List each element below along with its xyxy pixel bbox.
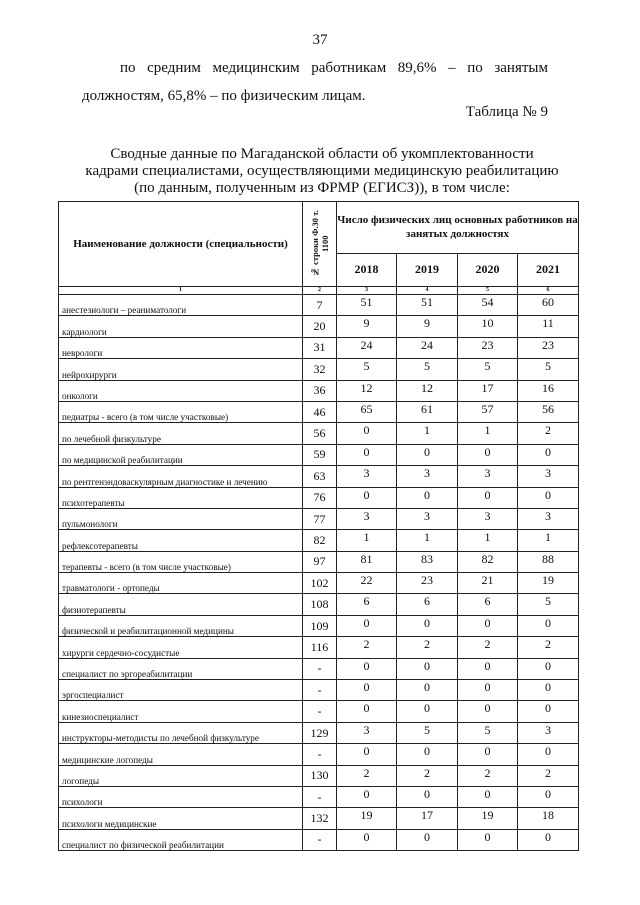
- table-row: [59, 680, 579, 701]
- line-number-cell: 59: [303, 444, 337, 465]
- value-cell-2020: 3: [458, 466, 518, 487]
- staffing-table: [58, 201, 579, 851]
- value-cell-2021: 3: [518, 508, 579, 529]
- column-index-cell: 3: [337, 287, 397, 295]
- value-cell-2019: 2: [397, 637, 458, 658]
- line-number-cell: -: [303, 744, 337, 765]
- position-name-cell: хирурги сердечно-сосудистые: [59, 637, 303, 658]
- value-cell-2020: 1: [458, 530, 518, 551]
- header-year-2021: 2021: [518, 253, 579, 286]
- position-name-cell: терапевты - всего (в том числе участковые): [59, 551, 303, 572]
- line-number-cell: 102: [303, 573, 337, 594]
- value-cell-2019: 9: [397, 316, 458, 337]
- line-number-cell: 108: [303, 594, 337, 615]
- position-name-cell: онкологи: [59, 380, 303, 401]
- header-position-name: Наименование должности (специальности): [59, 202, 303, 287]
- line-number-cell: 97: [303, 551, 337, 572]
- value-cell-2019: 83: [397, 551, 458, 572]
- line-number-cell: 7: [303, 295, 337, 316]
- table-row: [59, 295, 579, 316]
- caption-line: Сводные данные по Магаданской области об укомплектованности: [110, 146, 534, 162]
- value-cell-2021: 23: [518, 337, 579, 358]
- line-number-cell: 31: [303, 337, 337, 358]
- value-cell-2019: 3: [397, 508, 458, 529]
- column-index-cell: 1: [59, 287, 303, 295]
- header-year-2020: 2020: [458, 253, 518, 286]
- value-cell-2021: 3: [518, 466, 579, 487]
- table-row: [59, 658, 579, 679]
- value-cell-2021: 2: [518, 423, 579, 444]
- line-number-cell: 77: [303, 508, 337, 529]
- page-number: 37: [312, 32, 328, 48]
- value-cell-2020: 2: [458, 765, 518, 786]
- position-name-cell: специалист по физической реабилитации: [59, 829, 303, 850]
- value-cell-2018: 5: [337, 359, 397, 380]
- column-index-cell: 6: [518, 287, 579, 295]
- column-index-row: [59, 287, 579, 295]
- value-cell-2021: 2: [518, 637, 579, 658]
- value-cell-2019: 5: [397, 722, 458, 743]
- position-name-cell: логопеды: [59, 765, 303, 786]
- value-cell-2018: 0: [337, 444, 397, 465]
- header-year-2019: 2019: [397, 253, 458, 286]
- value-cell-2019: 0: [397, 615, 458, 636]
- line-number-cell: 129: [303, 722, 337, 743]
- value-cell-2020: 0: [458, 744, 518, 765]
- position-name-cell: специалист по эргореабилитации: [59, 658, 303, 679]
- value-cell-2021: 5: [518, 359, 579, 380]
- value-cell-2020: 0: [458, 701, 518, 722]
- table-row: [59, 744, 579, 765]
- table-row: [59, 637, 579, 658]
- line-number-cell: 132: [303, 808, 337, 829]
- value-cell-2019: 23: [397, 573, 458, 594]
- value-cell-2018: 19: [337, 808, 397, 829]
- value-cell-2018: 0: [337, 744, 397, 765]
- value-cell-2018: 12: [337, 380, 397, 401]
- value-cell-2019: 2: [397, 765, 458, 786]
- caption-line: кадрами специалистами, осуществляющими медицинскую реабилитацию: [85, 163, 559, 179]
- value-cell-2019: 0: [397, 786, 458, 807]
- caption-line: (по данным, полученным из ФРМР (ЕГИСЗ)), в том числе:: [134, 180, 510, 196]
- position-name-cell: психологи: [59, 786, 303, 807]
- line-number-cell: -: [303, 658, 337, 679]
- column-index-cell: 2: [303, 287, 337, 295]
- line-number-cell: -: [303, 829, 337, 850]
- value-cell-2020: 21: [458, 573, 518, 594]
- value-cell-2018: 1: [337, 530, 397, 551]
- value-cell-2021: 56: [518, 401, 579, 422]
- value-cell-2021: 19: [518, 573, 579, 594]
- line-number-cell: 130: [303, 765, 337, 786]
- header-year-2018: 2018: [337, 253, 397, 286]
- position-name-cell: анестезиологи – реаниматологи: [59, 295, 303, 316]
- value-cell-2018: 24: [337, 337, 397, 358]
- value-cell-2020: 57: [458, 401, 518, 422]
- value-cell-2020: 0: [458, 786, 518, 807]
- value-cell-2021: 16: [518, 380, 579, 401]
- line-number-cell: 109: [303, 615, 337, 636]
- value-cell-2021: 18: [518, 808, 579, 829]
- value-cell-2020: 1: [458, 423, 518, 444]
- value-cell-2020: 3: [458, 508, 518, 529]
- table-row: [59, 829, 579, 850]
- position-name-cell: физической и реабилитационной медицины: [59, 615, 303, 636]
- value-cell-2020: 17: [458, 380, 518, 401]
- value-cell-2019: 5: [397, 359, 458, 380]
- value-cell-2020: 0: [458, 680, 518, 701]
- value-cell-2020: 0: [458, 658, 518, 679]
- position-name-cell: пульмонологи: [59, 508, 303, 529]
- value-cell-2021: 0: [518, 744, 579, 765]
- table-row: [59, 551, 579, 572]
- position-name-cell: кинезиоспециалист: [59, 701, 303, 722]
- table-row: [59, 765, 579, 786]
- value-cell-2019: 17: [397, 808, 458, 829]
- value-cell-2018: 6: [337, 594, 397, 615]
- value-cell-2018: 3: [337, 508, 397, 529]
- position-name-cell: психологи медицинские: [59, 808, 303, 829]
- position-name-cell: медицинские логопеды: [59, 744, 303, 765]
- value-cell-2018: 0: [337, 786, 397, 807]
- value-cell-2019: 24: [397, 337, 458, 358]
- header-line-number: [303, 202, 337, 287]
- table-row: [59, 359, 579, 380]
- value-cell-2021: 0: [518, 615, 579, 636]
- value-cell-2018: 0: [337, 487, 397, 508]
- table-row: [59, 423, 579, 444]
- position-name-cell: по медицинской реабилитации: [59, 444, 303, 465]
- value-cell-2019: 1: [397, 530, 458, 551]
- value-cell-2018: 0: [337, 680, 397, 701]
- line-number-cell: 32: [303, 359, 337, 380]
- table-row: [59, 786, 579, 807]
- value-cell-2018: 65: [337, 401, 397, 422]
- position-name-cell: неврологи: [59, 337, 303, 358]
- value-cell-2019: 61: [397, 401, 458, 422]
- value-cell-2019: 1: [397, 423, 458, 444]
- value-cell-2018: 0: [337, 658, 397, 679]
- position-name-cell: инструкторы-методисты по лечебной физкультуре: [59, 722, 303, 743]
- value-cell-2020: 0: [458, 829, 518, 850]
- value-cell-2021: 88: [518, 551, 579, 572]
- value-cell-2018: 22: [337, 573, 397, 594]
- value-cell-2020: 54: [458, 295, 518, 316]
- value-cell-2019: 0: [397, 487, 458, 508]
- line-number-cell: 20: [303, 316, 337, 337]
- value-cell-2018: 9: [337, 316, 397, 337]
- line-number-cell: 82: [303, 530, 337, 551]
- table-row: [59, 615, 579, 636]
- value-cell-2020: 0: [458, 487, 518, 508]
- value-cell-2019: 3: [397, 466, 458, 487]
- value-cell-2020: 6: [458, 594, 518, 615]
- table-row: [59, 316, 579, 337]
- line-number-cell: 116: [303, 637, 337, 658]
- value-cell-2020: 5: [458, 359, 518, 380]
- position-name-cell: нейрохирурги: [59, 359, 303, 380]
- value-cell-2018: 0: [337, 701, 397, 722]
- position-name-cell: психотерапевты: [59, 487, 303, 508]
- value-cell-2021: 5: [518, 594, 579, 615]
- value-cell-2018: 81: [337, 551, 397, 572]
- value-cell-2018: 2: [337, 637, 397, 658]
- value-cell-2019: 6: [397, 594, 458, 615]
- value-cell-2020: 5: [458, 722, 518, 743]
- value-cell-2021: 0: [518, 487, 579, 508]
- table-row: [59, 380, 579, 401]
- value-cell-2021: 0: [518, 701, 579, 722]
- value-cell-2019: 0: [397, 744, 458, 765]
- value-cell-2021: 1: [518, 530, 579, 551]
- table-label: Таблица № 9: [465, 104, 548, 120]
- value-cell-2019: 51: [397, 295, 458, 316]
- table-row: [59, 487, 579, 508]
- value-cell-2021: 0: [518, 680, 579, 701]
- value-cell-2021: 60: [518, 295, 579, 316]
- value-cell-2018: 51: [337, 295, 397, 316]
- line-number-cell: 36: [303, 380, 337, 401]
- value-cell-2021: 0: [518, 829, 579, 850]
- position-name-cell: педиатры - всего (в том числе участковые): [59, 401, 303, 422]
- position-name-cell: по лечебной физкультуре: [59, 423, 303, 444]
- value-cell-2019: 0: [397, 680, 458, 701]
- value-cell-2018: 2: [337, 765, 397, 786]
- table-row: [59, 530, 579, 551]
- table-row: [59, 337, 579, 358]
- column-index-cell: 4: [397, 287, 458, 295]
- table-row: [59, 594, 579, 615]
- table-body: [59, 295, 579, 851]
- table-row: [59, 573, 579, 594]
- line-number-cell: -: [303, 701, 337, 722]
- position-name-cell: по рентгенэндоваскулярным диагностике и лечению: [59, 466, 303, 487]
- value-cell-2019: 0: [397, 701, 458, 722]
- table-row: [59, 722, 579, 743]
- table-row: [59, 444, 579, 465]
- line-number-cell: 56: [303, 423, 337, 444]
- position-name-cell: травматологи - ортопеды: [59, 573, 303, 594]
- position-name-cell: кардиологи: [59, 316, 303, 337]
- line-number-cell: -: [303, 680, 337, 701]
- table-row: [59, 401, 579, 422]
- position-name-cell: физиотерапевты: [59, 594, 303, 615]
- line-number-cell: 63: [303, 466, 337, 487]
- line-number-cell: -: [303, 786, 337, 807]
- value-cell-2021: 0: [518, 658, 579, 679]
- table-row: [59, 701, 579, 722]
- position-name-cell: рефлексотерапевты: [59, 530, 303, 551]
- line-number-cell: 46: [303, 401, 337, 422]
- column-index-cell: 5: [458, 287, 518, 295]
- header-staff-count: Число физических лиц основных работников на занятых должностях: [337, 202, 579, 254]
- position-name-cell: эргоспециалист: [59, 680, 303, 701]
- table-row: [59, 508, 579, 529]
- value-cell-2020: 0: [458, 615, 518, 636]
- value-cell-2018: 0: [337, 615, 397, 636]
- value-cell-2020: 82: [458, 551, 518, 572]
- value-cell-2020: 2: [458, 637, 518, 658]
- value-cell-2018: 3: [337, 722, 397, 743]
- table-row: [59, 466, 579, 487]
- header-line-number-text: № строки Ф.30 т. 1100: [309, 210, 330, 278]
- value-cell-2018: 0: [337, 829, 397, 850]
- value-cell-2020: 23: [458, 337, 518, 358]
- paragraph-line-1: по средним медицинским работникам 89,6% – по занятым: [120, 60, 548, 76]
- value-cell-2020: 10: [458, 316, 518, 337]
- table-row: [59, 808, 579, 829]
- value-cell-2019: 12: [397, 380, 458, 401]
- line-number-cell: 76: [303, 487, 337, 508]
- value-cell-2018: 0: [337, 423, 397, 444]
- value-cell-2019: 0: [397, 658, 458, 679]
- value-cell-2021: 11: [518, 316, 579, 337]
- value-cell-2019: 0: [397, 444, 458, 465]
- table-caption: [82, 146, 562, 197]
- value-cell-2020: 0: [458, 444, 518, 465]
- value-cell-2021: 2: [518, 765, 579, 786]
- value-cell-2021: 3: [518, 722, 579, 743]
- value-cell-2021: 0: [518, 786, 579, 807]
- value-cell-2020: 19: [458, 808, 518, 829]
- paragraph-line-2: должностям, 65,8% – по физическим лицам.: [82, 88, 366, 104]
- value-cell-2018: 3: [337, 466, 397, 487]
- value-cell-2019: 0: [397, 829, 458, 850]
- value-cell-2021: 0: [518, 444, 579, 465]
